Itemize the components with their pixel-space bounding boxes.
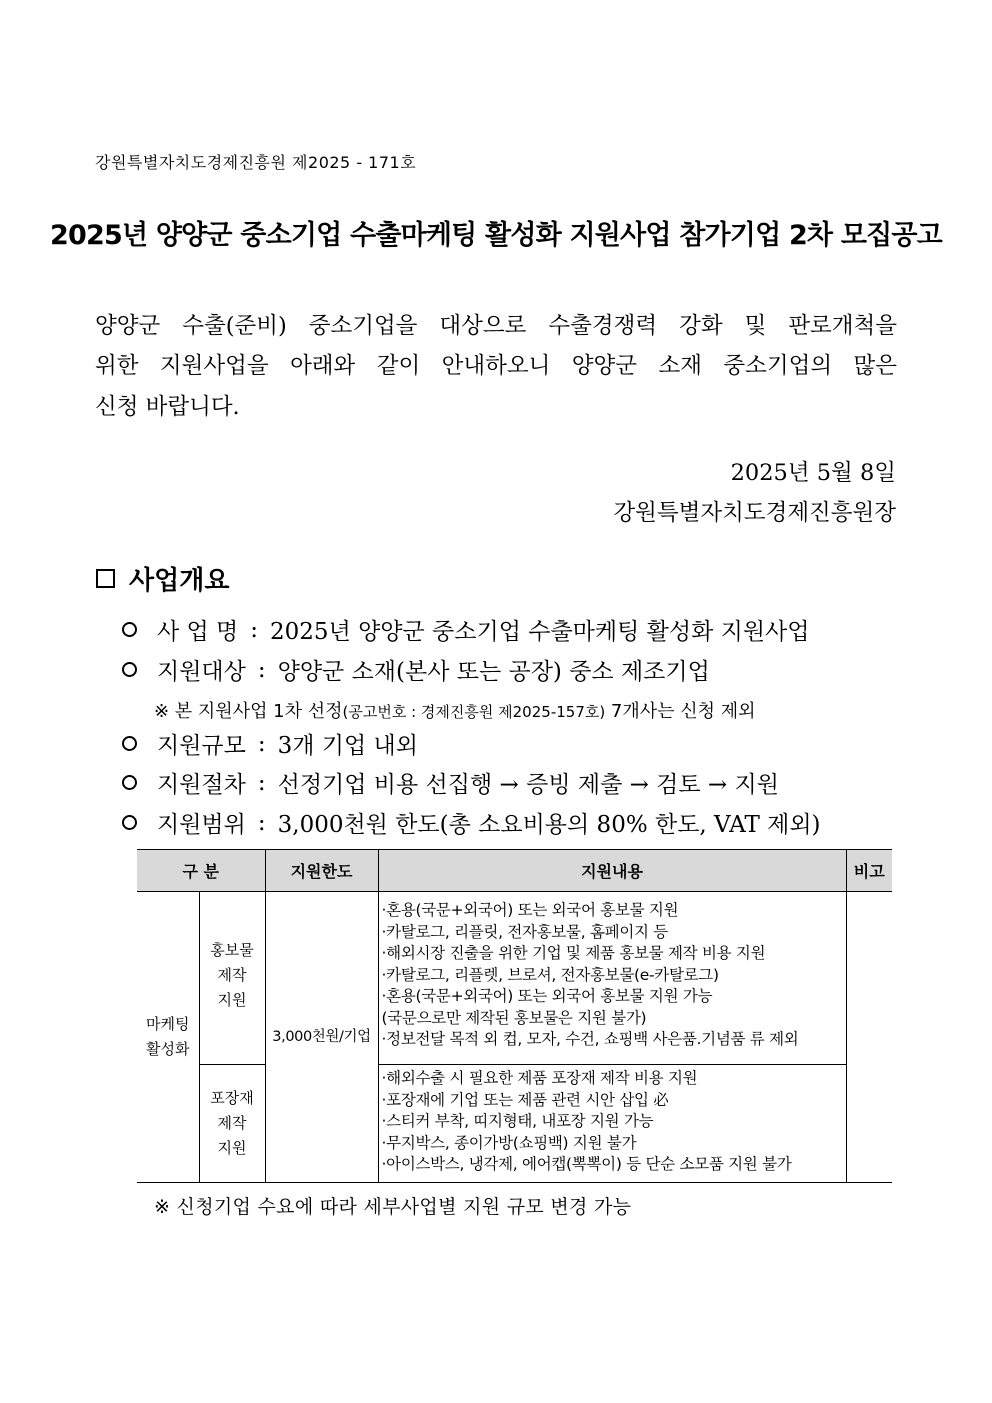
issuer-name: 강원특별자치도경제진흥원장 (613, 500, 896, 526)
remarks-cell (846, 892, 892, 1183)
item-colon: : (257, 656, 266, 683)
item-value: 3개 기업 내외 (277, 733, 418, 759)
content-line: ·스티커 부착, 띠지형태, 내포장 지원 가능 (381, 1112, 654, 1130)
content-line: ·무지박스, 종이가방(쇼핑백) 지원 불가 (381, 1133, 637, 1152)
content-line: ·혼용(국문+외국어) 또는 외국어 홍보물 지원 (381, 901, 679, 919)
sub-category-line: 포장재 (210, 1089, 254, 1107)
header-category: 구 분 (137, 850, 265, 892)
category-main-cell (137, 892, 199, 1183)
bullet-circle-icon (122, 815, 137, 830)
bullet-circle-icon (122, 736, 137, 751)
table-header-row (137, 850, 892, 892)
bullet-circle-icon (122, 662, 137, 677)
bullet-circle-icon (122, 775, 137, 790)
sub-category-line: 홍보물 (210, 941, 254, 959)
item-label: 사 업 명 (157, 619, 239, 645)
item-colon: : (257, 769, 266, 796)
sub-category-line: 지원 (217, 1139, 247, 1157)
exclusion-note (154, 697, 756, 723)
item-procedure (122, 766, 779, 799)
section-heading (96, 560, 229, 597)
item-value: 2025년 양양군 중소기업 수출마케팅 활성화 지원사업 (270, 619, 810, 645)
announcement-date: 2025년 5월 8일 (730, 460, 896, 486)
checkbox-square-icon (96, 569, 115, 588)
item-business-name (122, 613, 809, 646)
item-colon: : (257, 730, 266, 757)
document-number: 강원특별자치도경제진흥원 제2025 - 171호 (95, 153, 417, 172)
content-line: ·정보전달 목적 외 컵, 모자, 수건, 쇼핑백 사은품.기념품 류 제외 (381, 1030, 799, 1048)
sub-category-line: 제작 (217, 1114, 247, 1132)
header-remarks: 비고 (846, 850, 892, 892)
content-line: ·아이스박스, 냉각제, 에어캡(뽁뽁이) 등 단순 소모품 지원 불가 (381, 1155, 792, 1173)
intro-line-1: 양양군 수출(준비) 중소기업을 대상으로 수출경쟁력 강화 및 판로개척을 (95, 313, 897, 339)
item-scope (122, 806, 821, 839)
page-title: 2025년 양양군 중소기업 수출마케팅 활성화 지원사업 참가기업 2차 모집공고 (50, 220, 942, 251)
item-label: 지원대상 (157, 659, 246, 685)
item-label: 지원규모 (157, 733, 246, 759)
content-line: ·해외시장 진출을 위한 기업 및 제품 홍보물 제작 비용 지원 (381, 944, 766, 962)
support-table (137, 849, 892, 1183)
table-row (137, 892, 892, 1065)
intro-line-3: 신청 바랍니다. (95, 394, 240, 420)
header-content: 지원내용 (378, 850, 846, 892)
item-colon: : (250, 616, 259, 643)
category-main-line: 활성화 (146, 1040, 190, 1058)
sub-category-cell (199, 1065, 265, 1183)
sub-category-line: 제작 (217, 966, 247, 984)
content-line: ·혼용(국문+외국어) 또는 외국어 홍보물 지원 가능 (381, 987, 713, 1005)
item-target (122, 653, 710, 686)
limit-cell: 3,000천원/기업 (265, 892, 378, 1183)
category-main-line: 마케팅 (146, 1015, 190, 1033)
item-scale (122, 727, 418, 760)
sub-category-line: 지원 (217, 991, 247, 1009)
content-line: ·카탈로그, 리플렛, 브로셔, 전자홍보물(e-카탈로그) (381, 965, 719, 984)
item-value: 양양군 소재(본사 또는 공장) 중소 제조기업 (277, 659, 710, 685)
content-cell (378, 892, 846, 1065)
content-line: (국문으로만 제작된 홍보물은 지원 불가) (381, 1008, 647, 1027)
bullet-circle-icon (122, 622, 137, 637)
content-line: ·카탈로그, 리플릿, 전자홍보물, 홈페이지 등 (381, 922, 668, 941)
content-line: ·해외수출 시 필요한 제품 포장재 제작 비용 지원 (381, 1069, 698, 1087)
item-value: 3,000천원 한도(총 소요비용의 80% 한도, VAT 제외) (277, 812, 821, 838)
item-label: 지원절차 (157, 772, 246, 798)
intro-line-2: 위한 지원사업을 아래와 같이 안내하오니 양양군 소재 중소기업의 많은 (95, 353, 897, 379)
content-cell (378, 1065, 846, 1183)
item-value: 선정기업 비용 선집행 → 증빙 제출 → 검토 → 지원 (277, 772, 779, 798)
item-colon: : (257, 809, 266, 836)
header-limit: 지원한도 (265, 850, 378, 892)
note-small: (공고번호 : 경제진흥원 제2025-157호) (342, 703, 606, 721)
item-label: 지원범위 (157, 812, 246, 838)
note-prefix: ※ 본 지원사업 1차 선정 (154, 701, 343, 722)
table-row (137, 1065, 892, 1183)
footer-note: ※ 신청기업 수요에 따라 세부사업별 지원 규모 변경 가능 (154, 1196, 632, 1218)
sub-category-cell (199, 892, 265, 1065)
section-title: 사업개요 (129, 566, 230, 596)
content-line: ·포장재에 기업 또는 제품 관련 시안 삽입 必 (381, 1090, 669, 1109)
note-suffix: 7개사는 신청 제외 (605, 701, 756, 722)
